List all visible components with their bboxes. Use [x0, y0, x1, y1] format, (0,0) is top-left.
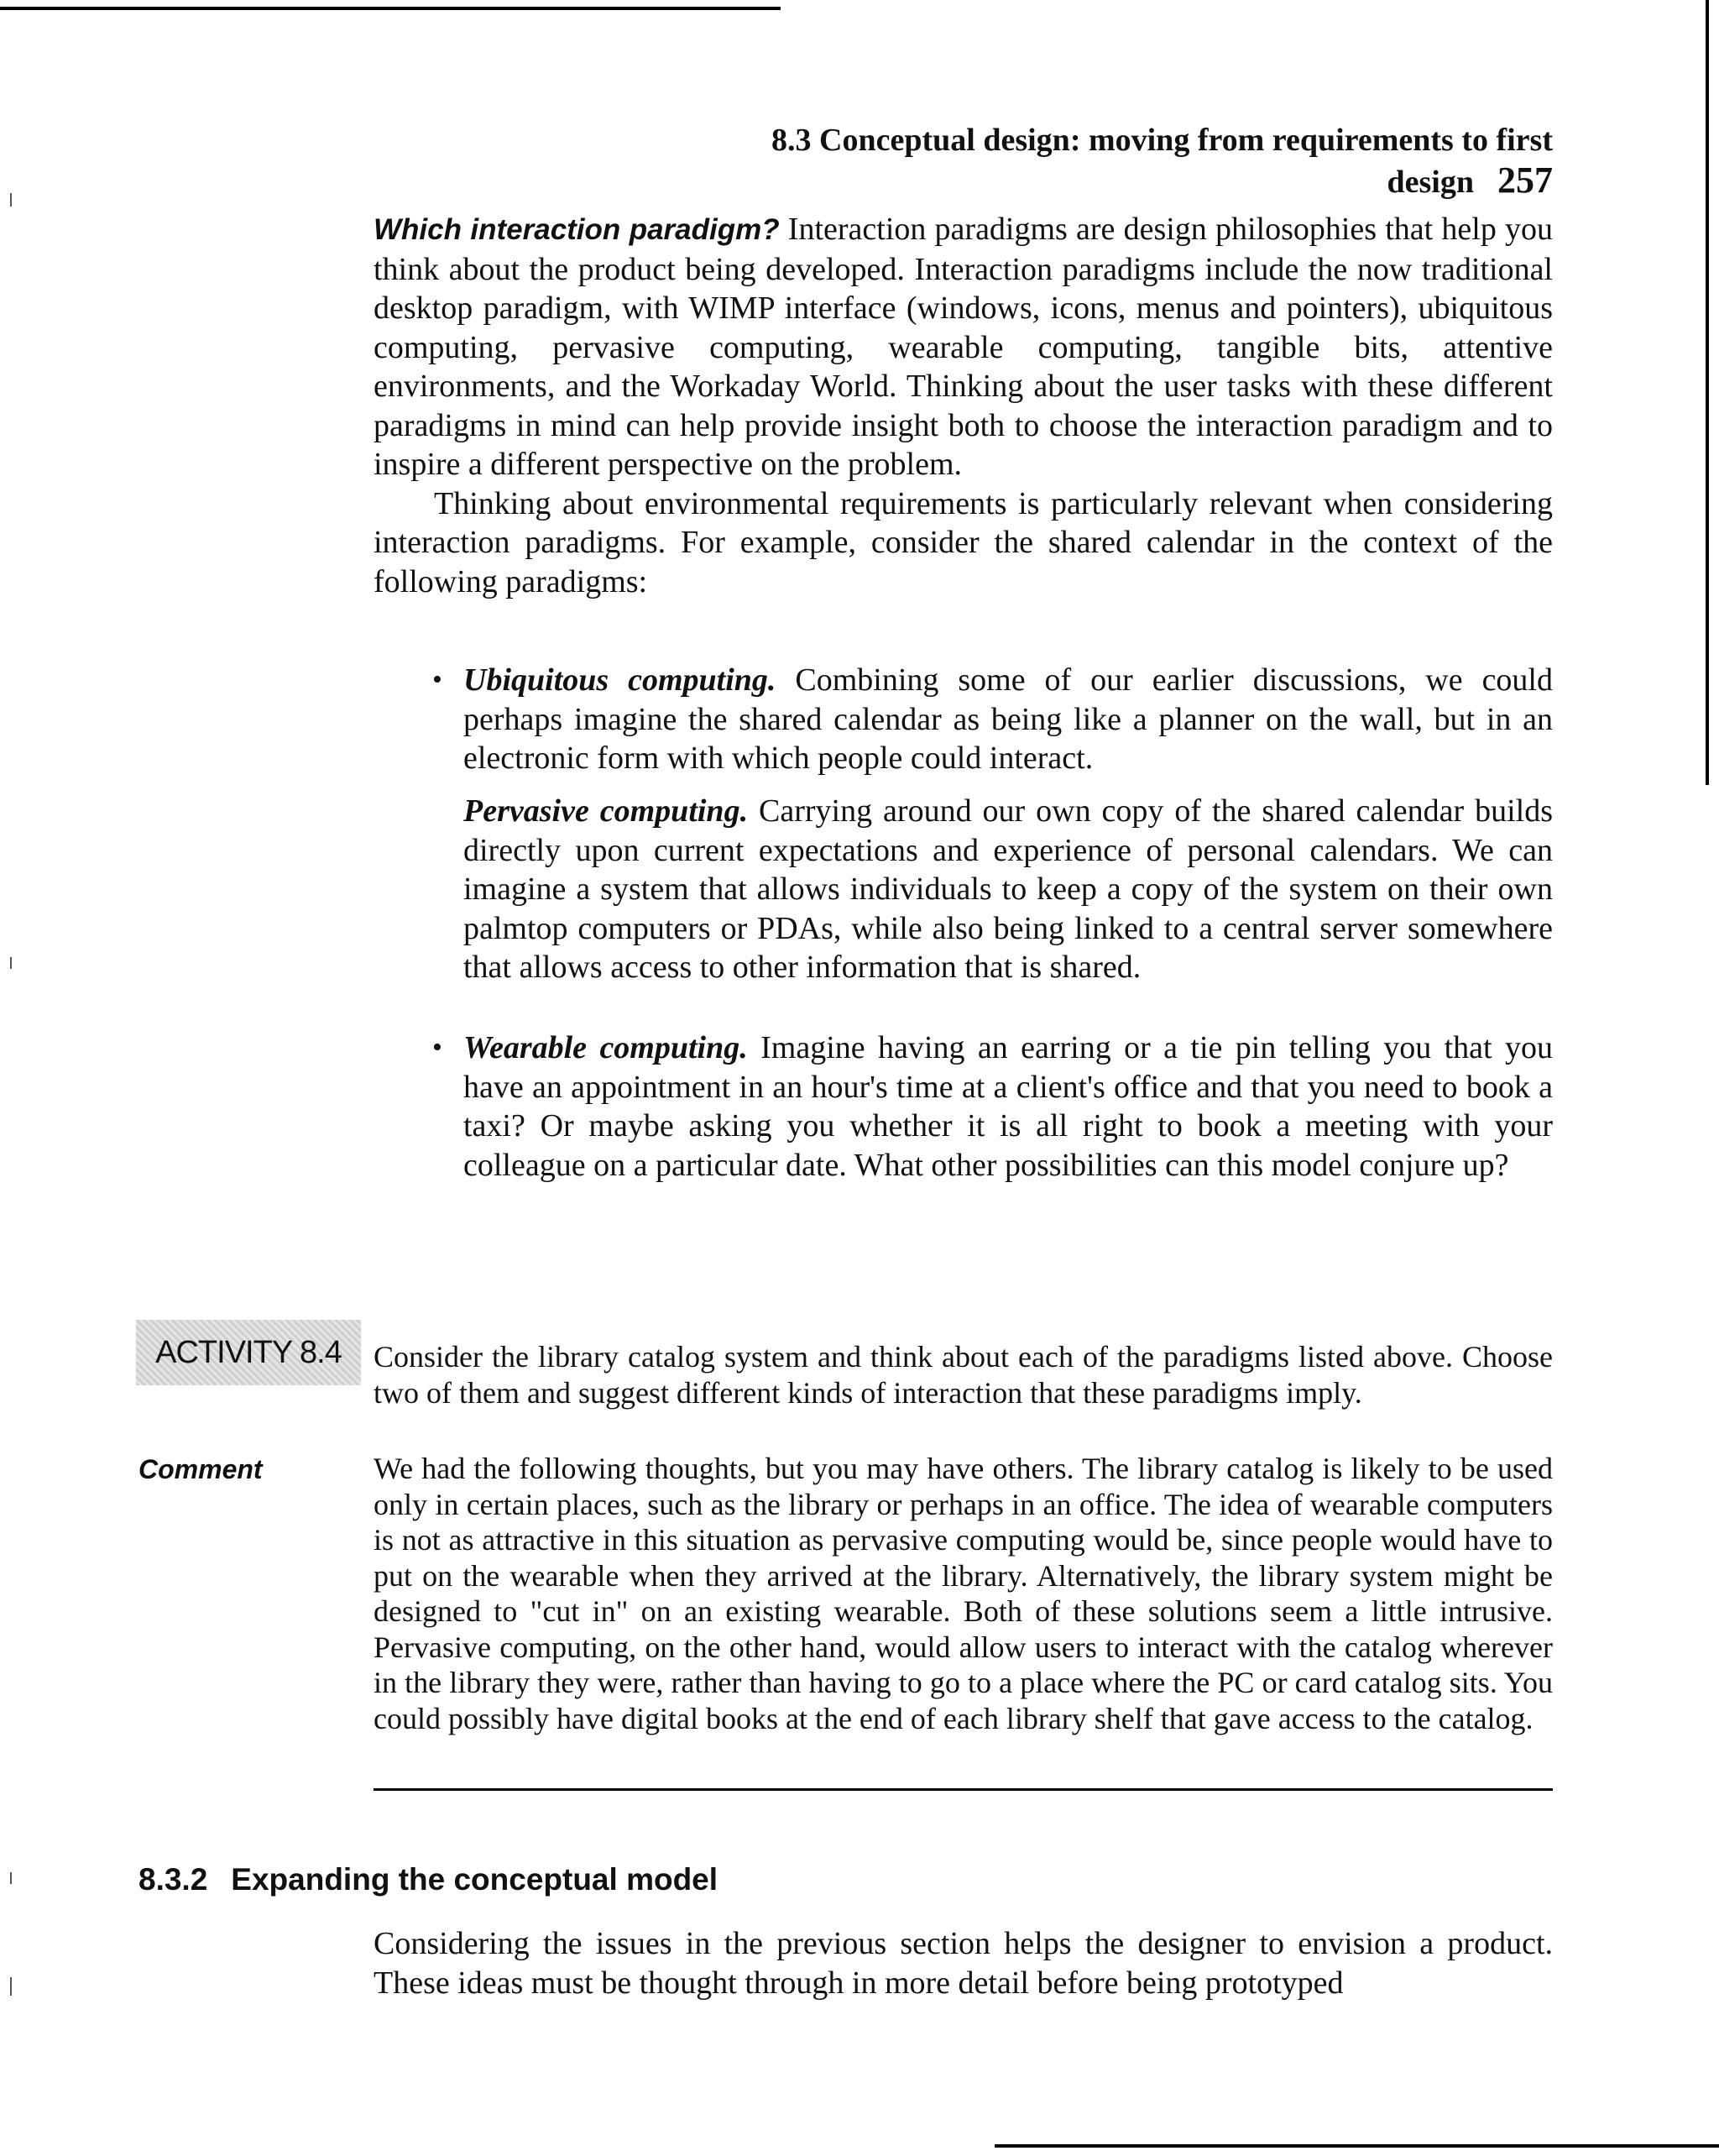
margin-tick [10, 1977, 12, 1996]
paragraph: Thinking about environmental requirements is particularly relevant when considering interaction paradigms. For example, consider the shared calendar in the context of the following paradigms: [374, 485, 1553, 599]
comment-label: Comment [138, 1454, 263, 1484]
section-heading [138, 1862, 718, 1897]
list-item-term: Ubiquitous computing. [463, 662, 776, 698]
top-rule [0, 7, 781, 10]
list-item-text: Combining some of our earlier discussions, we could perhaps imagine the shared calendar as being like a planner on the wall, but in an electronic form with which people could interact. [463, 662, 1553, 776]
list-item-text: Imagine having an earring or a tie pin telling you that you have an appointment in an hour's time at a client's office and that you need to book a taxi? Or maybe asking you whether it is all right to book a meeting with your colleague on a particular date. What other possibilities can this model conjure up? [463, 1030, 1553, 1183]
paragraph [374, 210, 1553, 484]
section-title: Expanding the conceptual model [231, 1862, 718, 1897]
margin-tick [10, 193, 12, 207]
section-number: 8.3.2 [138, 1862, 208, 1897]
margin-tick [10, 1872, 12, 1884]
list-item-term: Wearable computing. [463, 1030, 748, 1065]
list-item [432, 661, 1553, 778]
running-head-title: 8.3 Conceptual design: moving from requirements to first design [771, 123, 1553, 200]
list-item [432, 792, 1553, 987]
paradigm-section [374, 210, 1553, 601]
section-paragraph: Considering the issues in the previous section helps the designer to envision a product. These ideas must be thought through in more detail before being prototyped [374, 1926, 1553, 2001]
list-item [432, 1028, 1553, 1185]
page-number: 257 [1497, 160, 1553, 201]
activity-text: Consider the library catalog system and think about each of the paradigms listed above. Choose two of them and suggest different kinds of interaction that these paradigms imply. [374, 1340, 1553, 1410]
list-item-term: Pervasive computing. [463, 793, 749, 829]
comment-text: We had the following thoughts, but you may have others. The library catalog is likely to be used only in certain places, such as the library or perhaps in an office. The idea of wearable computers is not as attractive in this situation as pervasive computing would be, since people would have to put on the wearable when they arrived at the library. Alternatively, the library system might be designed to "cut in" on an existing wearable. Both of these solutions seem a little intrusive. Pervasive computing, on the other hand, would allow users to interact with the catalog wherever in the library they were, rather than having to go to a place where the PC or card catalog sits. You could possibly have digital books at the end of each library shelf that gave access to the catalog. [374, 1452, 1553, 1735]
paragraph-text: Interaction paradigms are design philosophies that help you think about the product being developed. Interaction paradigms include the now traditional desktop paradigm, with WIMP interface (windows, icons, menus and pointers), ubiquitous computing, pervasive computing, wearable computing, tangible bits, attentive environments, and the Workaday World. Thinking about the user tasks with these different paradigms in mind can help provide insight both to choose the interaction paradigm and to inspire a different perspective on the problem. [374, 212, 1554, 482]
bullet-icon: • [432, 1032, 442, 1063]
bottom-rule [995, 2144, 1719, 2148]
activity-badge: ACTIVITY 8.4 [136, 1320, 361, 1385]
bullet-icon: • [432, 664, 442, 695]
section-divider [374, 1788, 1553, 1791]
right-edge-rule [1706, 0, 1709, 785]
lead-in-heading: Which interaction paradigm? [374, 213, 780, 246]
list-item-text: Carrying around our own copy of the shared calendar builds directly upon current expectations and experience of personal calendars. We can imagine a system that allows individuals to keep a copy of the system on their own palmtop computers or PDAs, while also being linked to a central server somewhere that allows access to other information that is shared. [463, 793, 1553, 985]
margin-tick [10, 957, 12, 969]
running-head [638, 122, 1553, 201]
